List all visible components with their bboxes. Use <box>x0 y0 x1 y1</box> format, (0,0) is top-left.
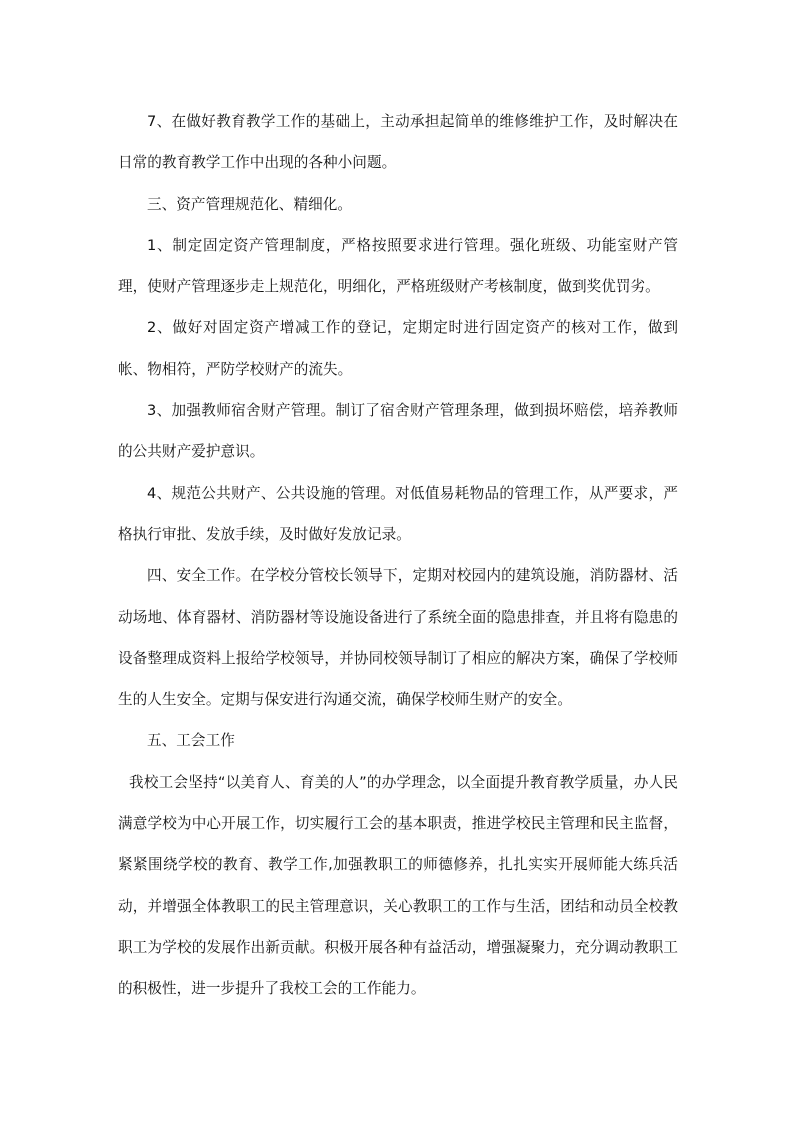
paragraph-asset-4: 4、规范公共财产、公共设施的管理。对低值易耗物品的管理工作，从严要求，严格执行审批、发放手续，及时做好发放记录。 <box>118 484 678 543</box>
paragraph-asset-1: 1、制定固定资产管理制度，严格按照要求进行管理。强化班级、功能室财产管理，使财产管理逐步走上规范化，明细化，严格班级财产考核制度，做到奖优罚劣。 <box>118 236 678 296</box>
paragraph-item-7: 7、在做好教育教学工作的基础上，主动承担起简单的维修维护工作，及时解决在日常的教育教学工作中出现的各种小问题。 <box>118 113 678 172</box>
paragraph-asset-2: 2、做好对固定资产增减工作的登记，定期定时进行固定资产的核对工作，做到帐、物相符，严防学校财产的流失。 <box>118 319 678 378</box>
section-heading-asset-management: 三、资产管理规范化、精细化。 <box>147 195 353 213</box>
paragraph-union-work: 我校工会坚持“以美育人、育美的人”的办学理念，以全面提升教育教学质量，办人民满意学校为中心开展工作，切实履行工会的基本职责，推进学校民主管理和民主监督，紧紧围绕学校的教育、教学工作,加强教职工的师德修养，扎扎实实开展师能大练兵活动，并增强全体教职工的民主管理意识，关心教职工的工作与生活，团结和动员全校教职工为学校的发展作出新贡献。积极开展各种有益活动，增强凝聚力，充分调动教职工的积极性，进一步提升了我校工会的工作能力。 <box>118 773 678 998</box>
section-heading-union-work: 五、工会工作 <box>147 732 235 750</box>
document-body <box>118 101 678 1010</box>
paragraph-safety-work: 四、安全工作。在学校分管校长领导下，定期对校园内的建筑设施，消防器材、活动场地、体育器材、消防器材等设施设备进行了系统全面的隐患排查，并且将有隐患的设备整理成资料上报给学校领导，并协同校领导制订了相应的解决方案，确保了学校师生的人生安全。定期与保安进行沟通交流，确保学校师生财产的安全。 <box>118 567 678 709</box>
paragraph-asset-3: 3、加强教师宿舍财产管理。制订了宿舍财产管理条理，做到损坏赔偿，培养教师的公共财产爱护意识。 <box>118 402 678 461</box>
